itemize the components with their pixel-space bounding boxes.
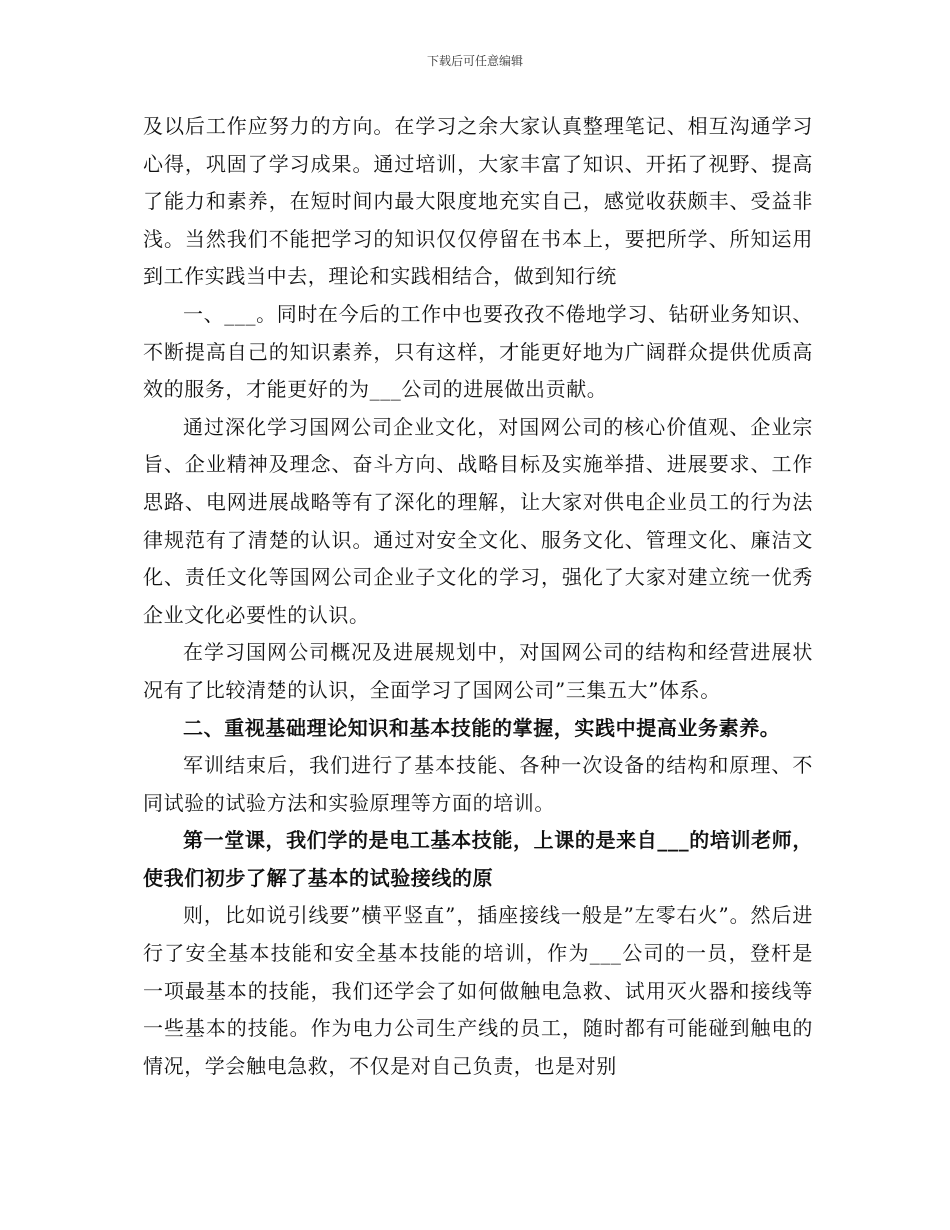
paragraph-7: 则，比如说引线要”横平竖直”，插座接线一般是”左零右火”。然后进行了安全基本技能和安全基本技能的培训，作为___公司的一员，登杆是一项最基本的技能，我们还学会了如何做触电急救、试用灭火器和接线等一些基本的技能。作为电力公司生产线的员工，随时都有可能碰到触电的情况，学会触电急救，不仅是对自己负责，也是对别 [143, 903, 813, 1078]
section-heading-2: 二、重视基础理论知识和基本技能的掌握，实践中提高业务素养。 [183, 715, 781, 740]
paragraph-1: 及以后工作应努力的方向。在学习之余大家认真整理笔记、相互沟通学习心得，巩固了学习成果。通过培训，大家丰富了知识、开拓了视野、提高了能力和素养，在短时间内最大限度地充实自己，感觉收获颇丰、受益非浅。当然我们不能把学习的知识仅仅停留在书本上，要把所学、所知运用到工作实践当中去，理论和实践相结合，做到知行统 [143, 114, 813, 289]
page-header: 下载后可任意编辑 [426, 54, 523, 68]
paragraph-4: 在学习国网公司概况及进展规划中，对国网公司的结构和经营进展状况有了比较清楚的认识，全面学习了国网公司”三集五大”体系。 [143, 640, 813, 702]
paragraph-6-bold: 第一堂课，我们学的是电工基本技能，上课的是来自___的培训老师，使我们初步了解了基本的试验接线的原 [143, 828, 813, 890]
document-body [143, 108, 813, 1085]
paragraph-5: 军训结束后，我们进行了基本技能、各种一次设备的结构和原理、不同试验的试验方法和实验原理等方面的培训。 [143, 753, 813, 815]
paragraph-3: 通过深化学习国网公司企业文化，对国网公司的核心价值观、企业宗旨、企业精神及理念、奋斗方向、战略目标及实施举措、进展要求、工作思路、电网进展战略等有了深化的理解，让大家对供电企业员工的行为法律规范有了清楚的认识。通过对安全文化、服务文化、管理文化、廉洁文化、责任文化等国网公司企业子文化的学习，强化了大家对建立统一优秀企业文化必要性的认识。 [143, 414, 813, 627]
paragraph-2: 一、___。同时在今后的工作中也要孜孜不倦地学习、钻研业务知识、不断提高自己的知识素养，只有这样，才能更好地为广阔群众提供优质高效的服务，才能更好的为___公司的进展做出贡献。 [143, 301, 813, 402]
